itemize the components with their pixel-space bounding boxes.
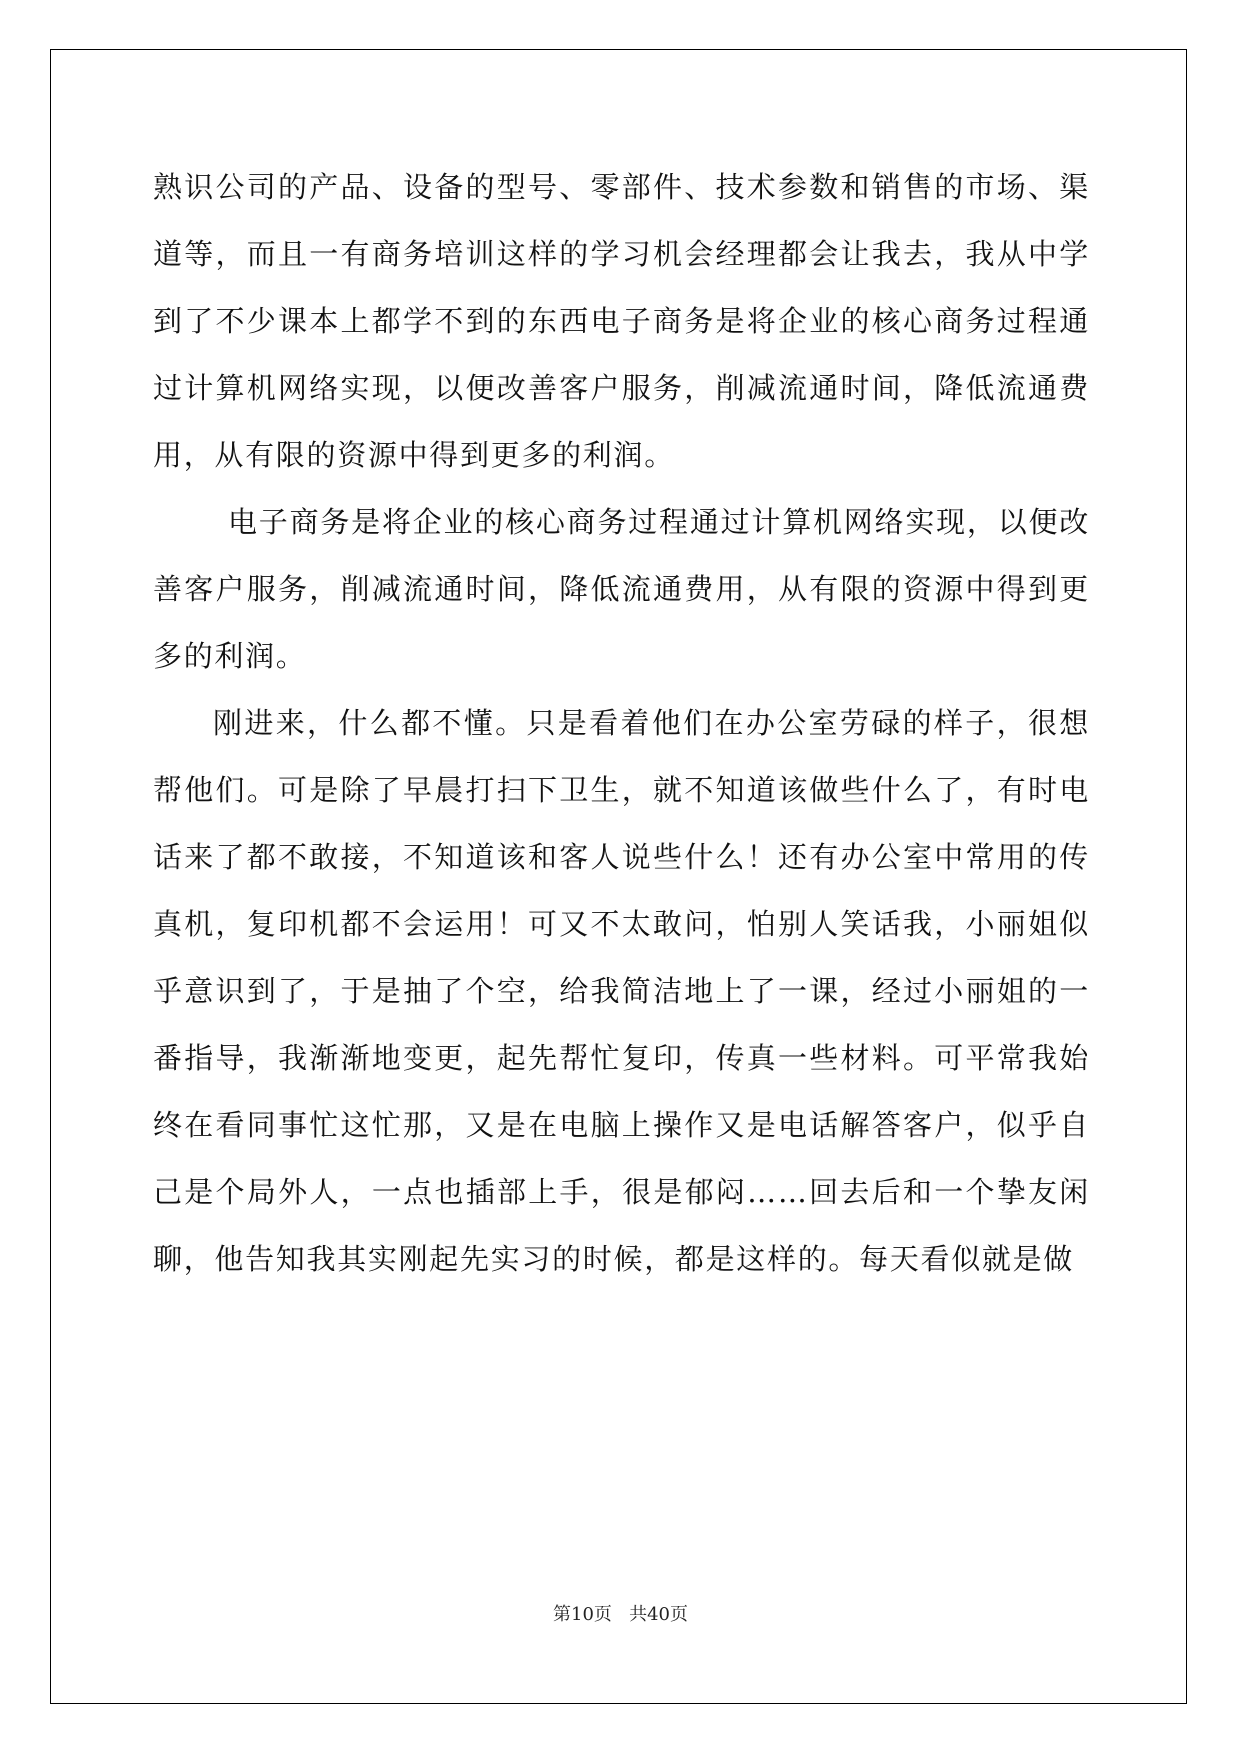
document-body xyxy=(153,154,1090,1293)
page-number-footer: 第10页 共40页 xyxy=(553,1604,688,1625)
paragraph: 刚进来，什么都不懂。只是看着他们在办公室劳碌的样子，很想帮他们。可是除了早晨打扫下卫生，就不知道该做些什么了，有时电话来了都不敢接，不知道该和客人说些什么！还有办公室中常用的传真机，复印机都不会运用！可又不太敢问，怕别人笑话我，小丽姐似乎意识到了，于是抽了个空，给我简洁地上了一课，经过小丽姐的一番指导，我渐渐地变更，起先帮忙复印，传真一些材料。可平常我始终在看同事忙这忙那，又是在电脑上操作又是电话解答客户，似乎自己是个局外人，一点也插部上手，很是郁闷……回去后和一个挚友闲聊，他告知我其实刚起先实习的时候，都是这样的。每天看似就是做 xyxy=(153,706,1090,1276)
paragraph: 电子商务是将企业的核心商务过程通过计算机网络实现，以便改善客户服务，削减流通时间，降低流通费用，从有限的资源中得到更多的利润。 xyxy=(153,505,1090,673)
paragraph: 熟识公司的产品、设备的型号、零部件、技术参数和销售的市场、渠道等，而且一有商务培训这样的学习机会经理都会让我去，我从中学到了不少课本上都学不到的东西电子商务是将企业的核心商务过程通过计算机网络实现，以便改善客户服务，削减流通时间，降低流通费用，从有限的资源中得到更多的利润。 xyxy=(153,170,1090,472)
